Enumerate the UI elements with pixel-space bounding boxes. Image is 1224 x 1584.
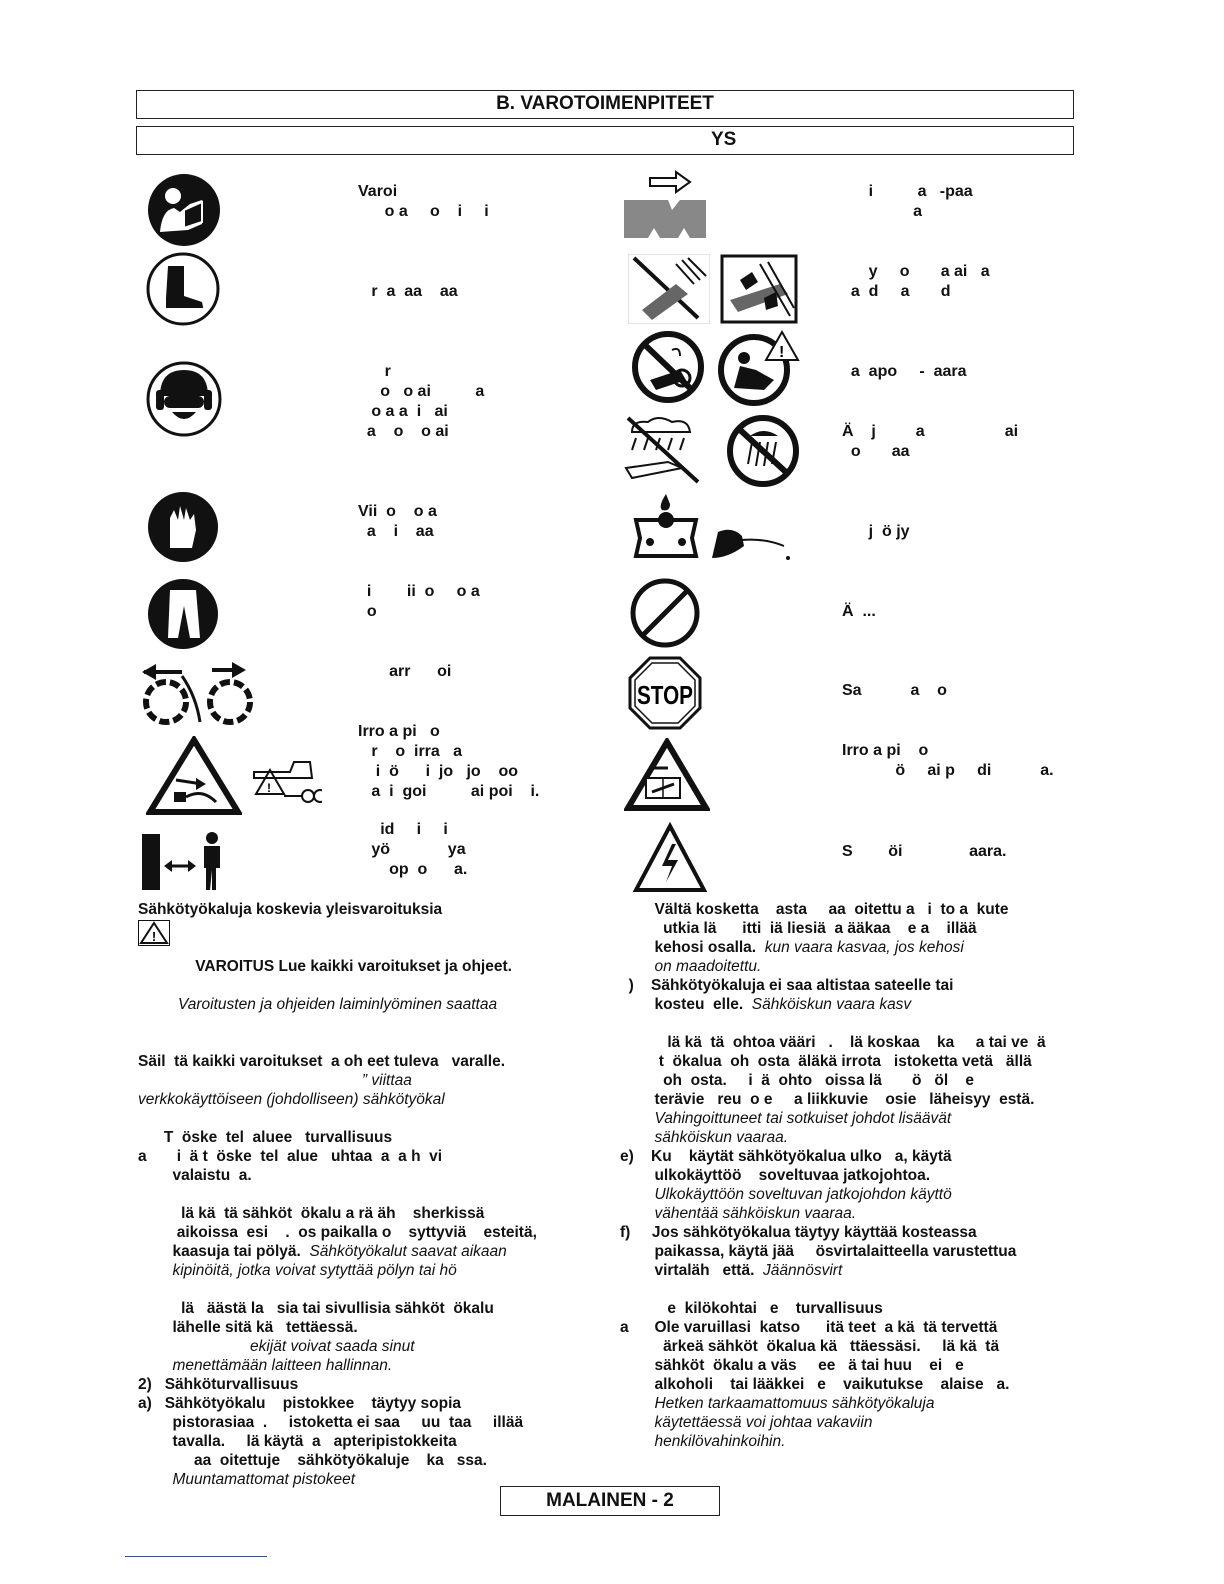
symbol-text-right-4: Ä j a ai o aa — [842, 423, 1019, 460]
section-title: B. VAROTOIMENPITEET — [136, 90, 1074, 119]
two-hand-operation-icon-b — [720, 254, 798, 324]
electrical-f-2: paikassa, käytä jää ösvirtalaitteella varustettua — [620, 1243, 1017, 1260]
unplug-warning-icon — [146, 736, 242, 816]
electrical-safety-heading: 2) Sähköturvallisuus — [138, 1376, 299, 1393]
work-area-c-3: ekijät voivat saada sinut — [138, 1338, 415, 1355]
page-footer — [500, 1486, 720, 1516]
symbol-text-right-3: a apo - aara — [842, 363, 967, 380]
electrical-c-1: ) Sähkötyökaluja ei saa altistaa sateelle tai — [620, 977, 954, 994]
electrical-b-4: on maadoitettu. — [620, 958, 762, 975]
symbol-text-left-1: Varoi o a o i i — [358, 183, 489, 220]
warning-line — [138, 919, 598, 995]
electrical-d-1: lä kä tä ohtoa vääri . lä koskaa ka a tai ve ä — [620, 1034, 1046, 1051]
chain-oil-icon-b — [708, 522, 794, 564]
personal-a-6: käytettäessä voi johtaa vakaviin — [620, 1414, 873, 1431]
personal-a-2: ärkeä sähköt ökalua kä ttäessäsi. lä kä tä — [620, 1338, 1000, 1355]
general-warnings-heading: Sähkötyökaluja koskevia yleisvaroituksia — [138, 901, 443, 918]
electrical-b-2: utkia lä itti iä liesiä a ääkaa e a illää — [620, 920, 977, 937]
electrical-d-2: t ökalua oh osta äläkä irrota istoketta vetä ällä — [620, 1053, 1032, 1070]
work-area-heading: T öske tel aluee turvallisuus — [138, 1129, 393, 1146]
personal-a-3: sähköt ökalu a väs ee ä tai huu ei e — [620, 1357, 964, 1374]
keep-warnings: Säil tä kaikki varoitukset a oh eet tuleva varalle. — [138, 1053, 506, 1070]
work-area-b-3: kaasuja tai pölyä. Sähkötyökalut saavat aikaan — [138, 1243, 507, 1260]
symbol-text-right-6: Ä ... — [842, 603, 876, 620]
electric-shock-icon — [632, 822, 708, 896]
work-area-b-4: kipinöitä, jotka voivat sytyttää pölyn tai hö — [138, 1262, 457, 1279]
kickback-warning-icon — [630, 330, 706, 404]
work-area-c-2: lähelle sitä kä tettäessä. — [138, 1319, 358, 1336]
electrical-e-2: ulkokäyttöö soveltuvaa jatkojohtoa. — [620, 1167, 931, 1184]
work-area-b-1: lä kä tä sähköt ökalu a rä äh sherkissä — [138, 1205, 485, 1222]
warning-text: VAROITUS Lue kaikki varoitukset ja ohjeet. — [195, 958, 512, 975]
electrical-a-4: aa oitettuje sähkötyökaluje ka ssa. — [138, 1452, 487, 1469]
symbol-text-left-4: Vii o o a a i aa — [358, 503, 437, 540]
personal-a-4: alkoholi tai lääkkei e vaikutukse alaise a. — [620, 1376, 1010, 1393]
kickback-danger-icon — [716, 328, 800, 406]
left-text-column — [138, 900, 598, 1489]
electrical-a-5: Muuntamattomat pistokeet — [138, 1471, 356, 1488]
symbol-text-right-7: Sa a o — [842, 682, 947, 699]
electrical-b-3: kehosi osalla. kun vaara kasvaa, jos kehosi — [620, 939, 964, 956]
term-note-2: verkkokäyttöiseen (johdolliseen) sähkötyökal — [138, 1091, 445, 1108]
warning-italic: Varoitusten ja ohjeiden laiminlyöminen saattaa — [178, 996, 498, 1013]
read-manual-icon — [146, 172, 222, 248]
trousers-icon — [146, 576, 220, 652]
symbol-text-left-6: arr oi — [358, 663, 452, 680]
symbol-text-left-2: r a aa aa — [358, 283, 458, 300]
electrical-f-1: f) Jos sähkötyökalua täytyy käyttää kosteassa — [620, 1224, 977, 1241]
electrical-d-6: sähköiskun vaaraa. — [620, 1129, 789, 1146]
symbol-text-right-9: S öi aara. — [842, 843, 1007, 860]
symbol-text-left-8: id i i yö ya op o a. — [358, 821, 468, 878]
section-subtitle-text: YS — [711, 129, 737, 150]
symbol-text-left-5: i ii o o a o — [358, 583, 480, 620]
no-rain-icon-a — [622, 412, 704, 486]
electrical-a-2: pistorasiaa . istoketta ei saa uu taa illää — [138, 1414, 524, 1431]
svg-text:STOP: STOP — [637, 680, 693, 710]
electrical-e-3: Ulkokäyttöön soveltuvan jatkojohdon käyttö — [620, 1186, 952, 1203]
electrical-d-4: terävie reu o e a liikkuvie osie läheisyy estä. — [620, 1091, 1035, 1108]
electrical-b-1: Vältä kosketta asta aa oitettu a i to a kute — [620, 901, 1009, 918]
svg-text:!: ! — [267, 781, 271, 795]
electrical-a-3: tavalla. lä käytä a apteripistokkeita — [138, 1433, 457, 1450]
warning-triangle-icon — [138, 920, 170, 946]
stop-sign-icon — [626, 654, 704, 732]
term-note-1: ” viittaa — [138, 1072, 412, 1089]
page-number: MALAINEN - 2 — [546, 1490, 674, 1511]
work-area-a-2: valaistu a. — [138, 1167, 252, 1184]
svg-text:!: ! — [151, 929, 157, 944]
work-area-a-1: a i ä t öske tel alue uhtaa a a h vi — [138, 1148, 443, 1165]
chain-direction-icon — [138, 656, 258, 728]
electrical-c-2: kosteu elle. Sähköiskun vaara kasv — [620, 996, 912, 1013]
electrical-d-3: oh osta. i ä ohto oissa lä ö öl e — [620, 1072, 974, 1089]
section-subtitle — [136, 126, 1074, 155]
safe-distance-icon — [140, 830, 230, 892]
chain-oil-icon-a — [630, 490, 702, 566]
personal-safety-heading: e kilökohtai e turvallisuus — [620, 1300, 883, 1317]
symbol-text-right-5: j ö jy — [842, 523, 910, 540]
personal-a-7: henkilövahinkoihin. — [620, 1433, 786, 1450]
gloves-icon — [146, 490, 220, 564]
chain-cutting-direction-icon — [620, 168, 710, 246]
footer-link-underline — [125, 1556, 267, 1557]
electrical-e-4: vähentää sähköiskun vaaraa. — [620, 1205, 857, 1222]
electrical-a-1: a) Sähkötyökalu pistokkee täytyy sopia — [138, 1395, 462, 1412]
work-area-c-1: lä äästä la sia tai sivullisia sähköt ökalu — [138, 1300, 494, 1317]
svg-text:!: ! — [779, 344, 785, 361]
personal-a-1: a Ole varuillasi katso itä teet a kä tä tervettä — [620, 1319, 998, 1336]
unplug-manual-icon — [624, 738, 710, 812]
no-rain-icon-b — [724, 414, 802, 488]
personal-a-5: Hetken tarkaamattomuus sähkötyökaluja — [620, 1395, 935, 1412]
symbol-text-left-7: Irro a pi o r o irra a i ö i jo jo oo a i goi ai poi i. — [358, 723, 540, 800]
prohibited-icon — [628, 576, 702, 650]
electrical-d-5: Vahingoittuneet tai sotkuiset johdot lisäävät — [620, 1110, 952, 1127]
work-area-c-4: menettämään laitteen hallinnan. — [138, 1357, 393, 1374]
two-hand-operation-icon-a — [628, 254, 710, 324]
right-text-column — [620, 900, 1080, 1451]
electrical-f-3: virtaläh että. Jäännösvirt — [620, 1262, 843, 1279]
work-area-b-2: aikoissa esi . os paikalla o syttyviä esteitä, — [138, 1224, 537, 1241]
symbol-text-right-2: y o a ai a a d a d — [842, 263, 990, 300]
boots-icon — [146, 252, 220, 326]
symbol-text-left-3: r o o ai a o a a i ai a o o ai — [358, 363, 485, 440]
electrical-e-1: e) Ku käytät sähkötyökalua ulko a, käytä — [620, 1148, 952, 1165]
symbol-text-right-1: i a -paa a — [842, 183, 973, 220]
chainsaw-plug-icon — [250, 742, 322, 806]
symbol-text-right-8: Irro a pi o ö ai p di a. — [842, 742, 1054, 779]
helmet-goggles-earmuffs-icon — [146, 360, 222, 438]
